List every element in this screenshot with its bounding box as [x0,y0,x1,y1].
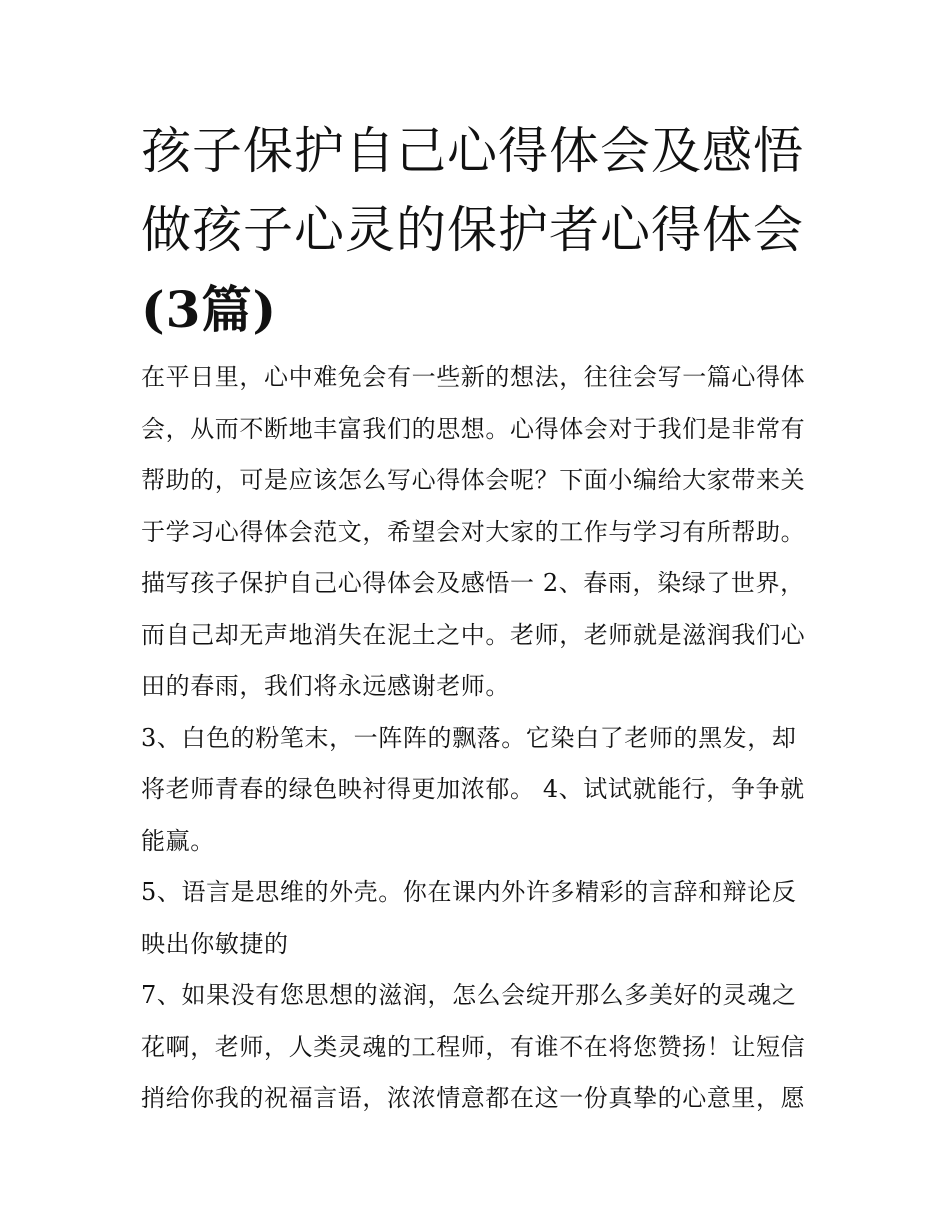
text-line: 能赢。 [141,826,215,855]
text-line: 3、白色的粉笔末，一阵阵的飘落。它染白了老师的黑发，却 [141,723,797,752]
title-line: 做孩子心灵的保护者心得体会 [141,201,804,259]
text-line: 而自己却无声地消失在泥土之中。老师，老师就是滋润我们心 [141,620,806,649]
text-line: 将老师青春的绿色映衬得更加浓郁。 4、试试就能行，争争就 [141,775,805,803]
text-line: 5、语言是思维的外壳。你在课内外许多精彩的言辞和辩论反 [141,878,797,906]
text-line: 花啊，老师，人类灵魂的工程师，有谁不在将您赞扬！让短信 [141,1032,806,1061]
document-title [141,112,821,349]
text-line: 描写孩子保护自己心得体会及感悟一 2、春雨，染绿了世界， [141,569,805,597]
text-line: 映出你敏捷的 [141,929,289,958]
title-line: 孩子保护自己心得体会及感悟 [141,122,804,180]
paragraph [141,970,831,1125]
text-line: 捎给你我的祝福言语，浓浓情意都在这一份真挚的心意里，愿 [141,1084,806,1112]
document-body [141,352,831,1125]
paragraph [141,352,831,713]
text-line: 田的春雨，我们将永远感谢老师。 [141,672,510,700]
text-line: 会，从而不断地丰富我们的思想。心得体会对于我们是非常有 [141,414,806,443]
text-line: 在平日里，心中难免会有一些新的想法，往往会写一篇心得体 [141,363,806,391]
paragraph [141,867,831,970]
paragraph [141,713,831,868]
text-line: 帮助的，可是应该怎么写心得体会呢？下面小编给大家带来关 [141,466,806,494]
text-line: 于学习心得体会范文，希望会对大家的工作与学习有所帮助。 [141,517,806,546]
text-line: 7、如果没有您思想的滋润，怎么会绽开那么多美好的灵魂之 [141,981,797,1009]
title-line: (3篇) [141,280,278,339]
